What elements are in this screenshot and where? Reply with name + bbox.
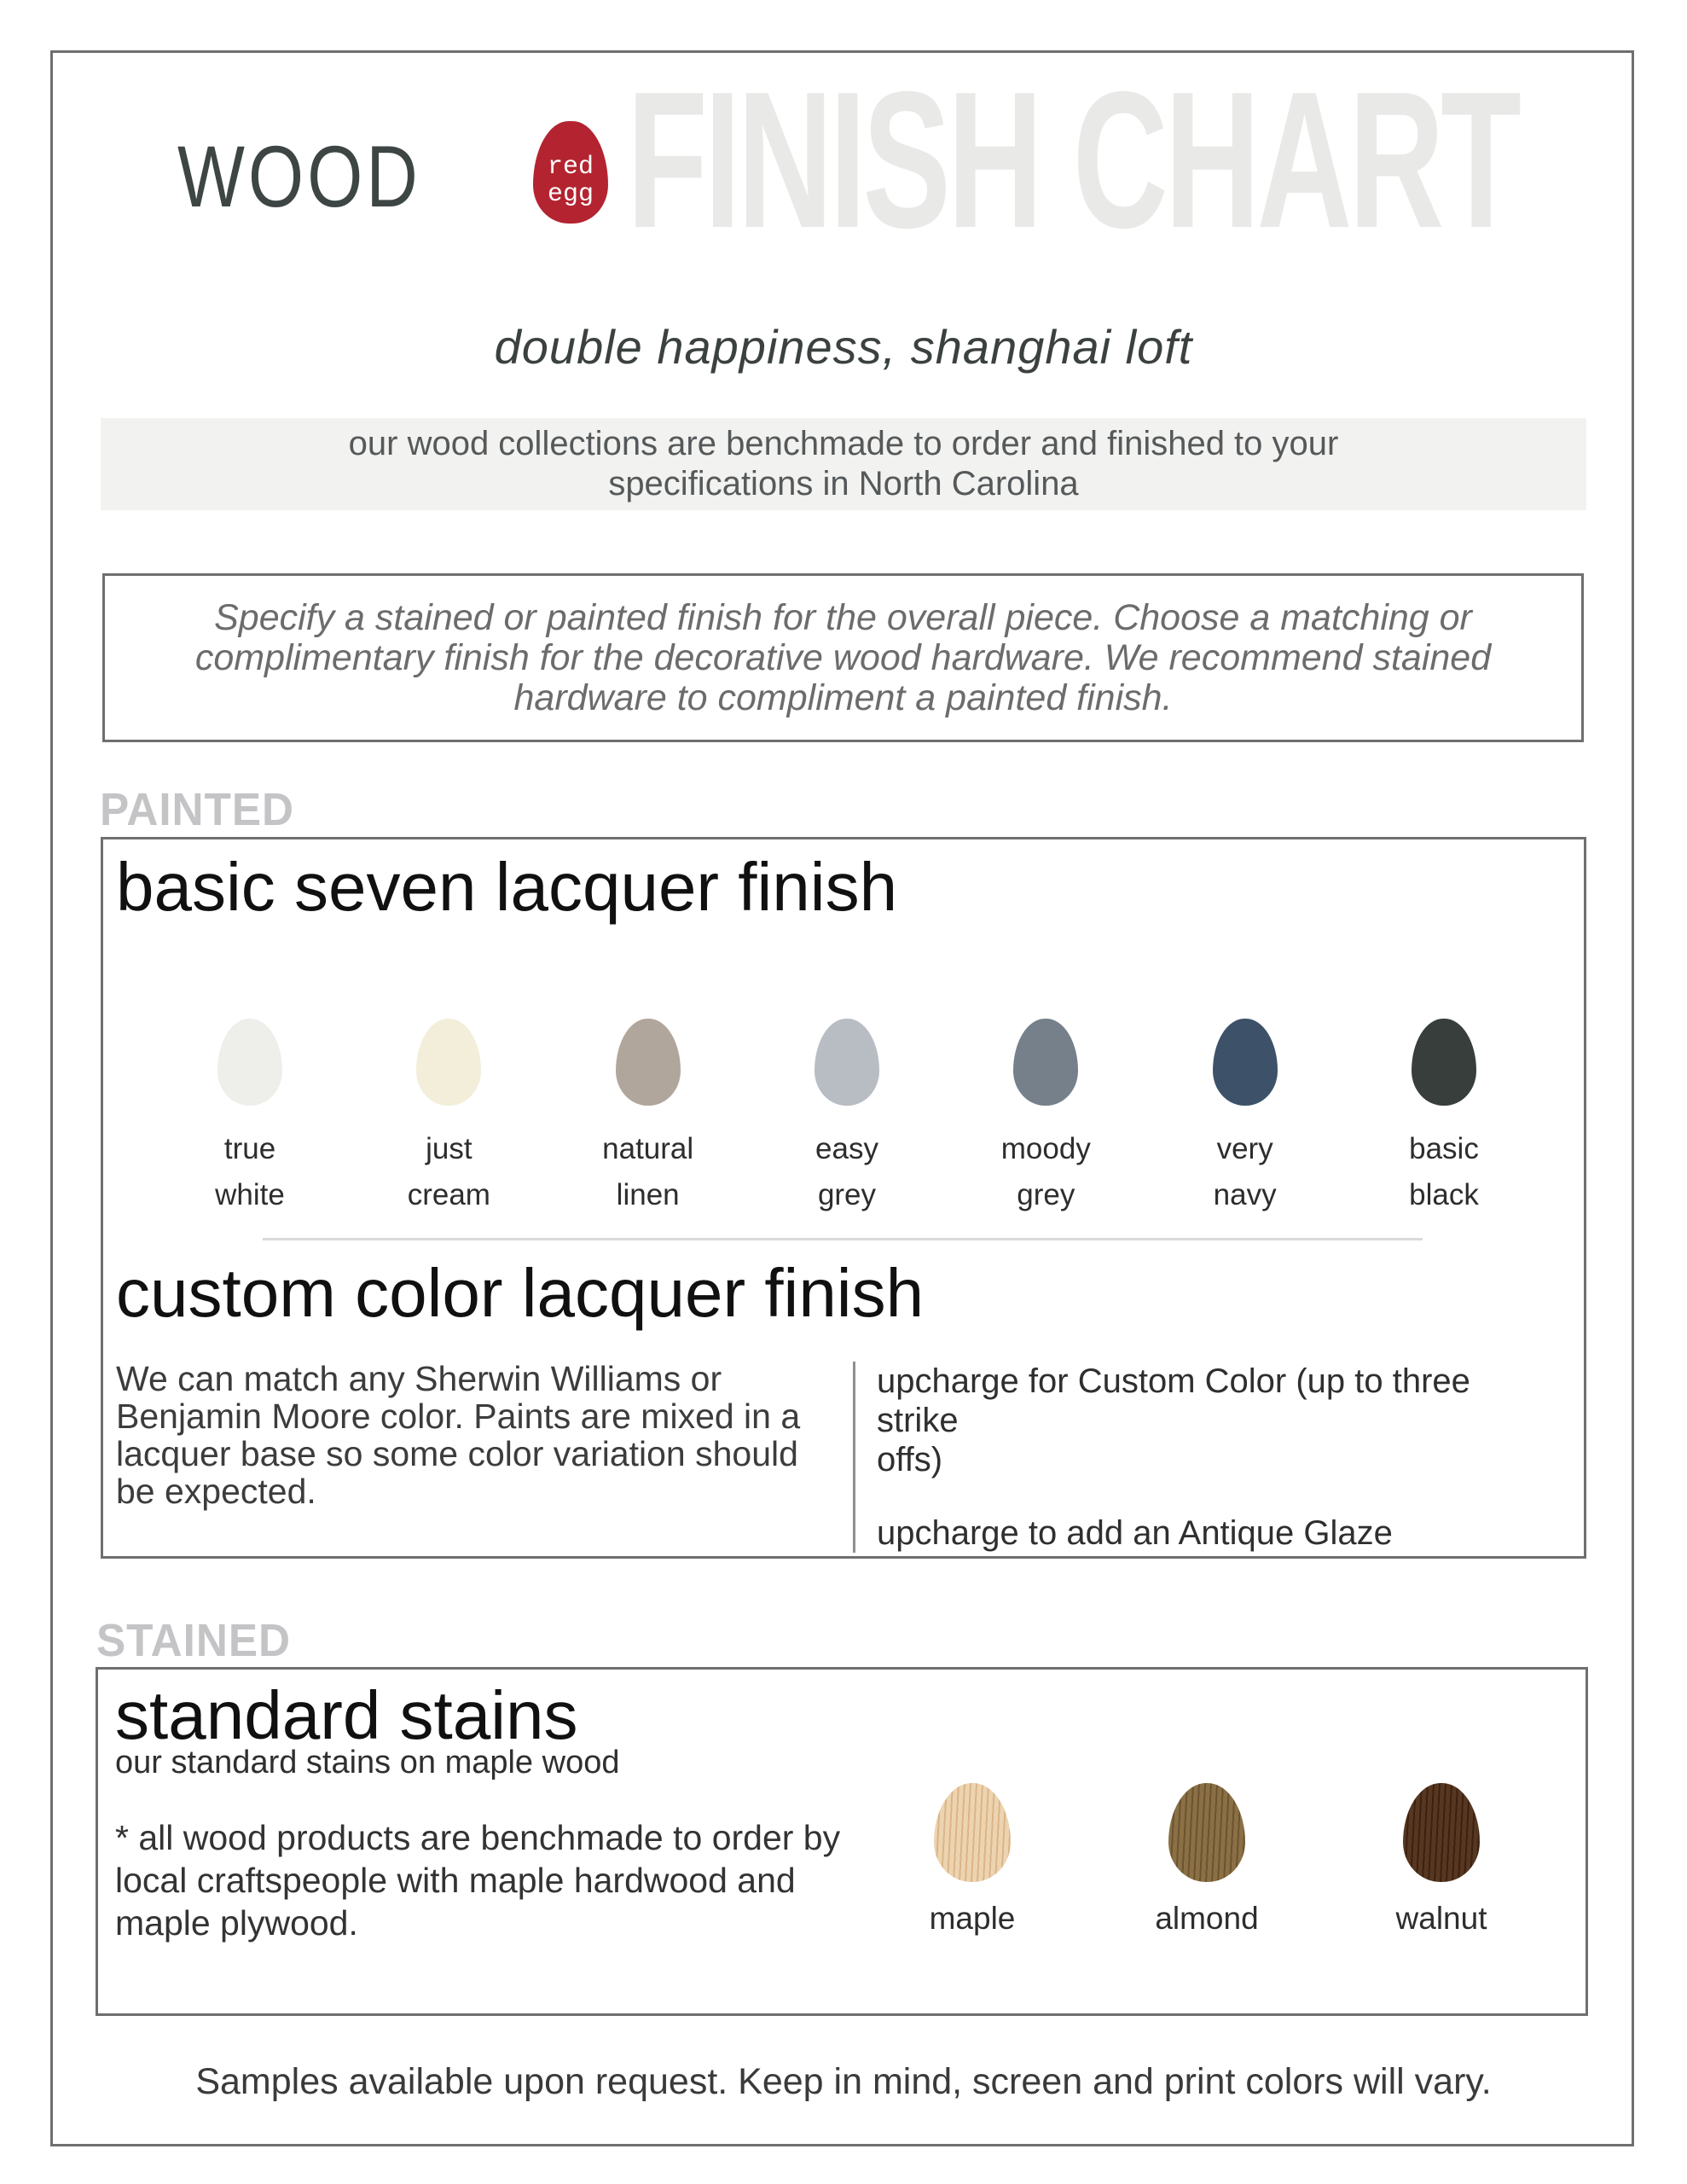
text-line: grey — [817, 1178, 877, 1211]
basic-seven-heading: basic seven lacquer finish — [116, 849, 898, 925]
stain-swatch-maple — [883, 1783, 1062, 1937]
text-line: We can match any Sherwin Williams or — [116, 1359, 722, 1398]
walnut-egg-icon — [1403, 1783, 1480, 1882]
text-line: black — [1409, 1178, 1479, 1211]
paint-swatch-label — [1173, 1126, 1318, 1218]
easy-grey-egg-icon — [815, 1019, 879, 1106]
text-line: Specify a stained or painted finish for the overall piece. Choose a matching or — [214, 597, 1472, 638]
basic-black-egg-icon — [1412, 1019, 1476, 1106]
paint-swatch-label — [376, 1126, 521, 1218]
stained-section-box — [96, 1667, 1588, 2016]
logo-text-red: red — [547, 153, 594, 182]
true-white-egg-icon — [217, 1019, 282, 1106]
text-line: be expected. — [116, 1472, 316, 1511]
text-line: grey — [1017, 1178, 1075, 1211]
text-line: local craftspeople with maple hardwood and — [115, 1861, 796, 1900]
paint-swatch-easy-grey — [774, 1019, 919, 1218]
text-line: maple plywood. — [115, 1903, 358, 1943]
text-line: upcharge for Custom Color (up to three strike — [877, 1362, 1470, 1439]
maple-egg-icon — [934, 1783, 1011, 1882]
stain-swatch-label: walnut — [1395, 1901, 1487, 1936]
paint-swatch-basic-black — [1371, 1019, 1516, 1218]
text-line: easy — [815, 1132, 878, 1165]
paint-swatch-moody-grey — [973, 1019, 1118, 1218]
text-line: complimentary finish for the decorative wood hardware. We recommend stained — [194, 637, 1492, 678]
page-title: FINISH CHART — [627, 52, 1518, 269]
moody-grey-egg-icon — [1013, 1019, 1078, 1106]
painted-section-box — [101, 837, 1586, 1559]
paint-swatch-row — [177, 1019, 1516, 1218]
paint-swatch-very-navy — [1173, 1019, 1318, 1218]
text-line: very — [1216, 1132, 1273, 1165]
stain-swatch-label: maple — [929, 1901, 1016, 1936]
text-line: navy — [1213, 1178, 1277, 1211]
text-line: upcharge to add an Antique Glaze — [877, 1514, 1393, 1552]
text-line: natural — [602, 1132, 694, 1165]
paint-swatch-natural-linen — [576, 1019, 721, 1218]
text-line: Benjamin Moore color. Paints are mixed in a — [116, 1397, 801, 1436]
wood-label: WOOD — [177, 128, 421, 225]
stain-swatch-walnut — [1352, 1783, 1531, 1937]
paint-swatch-label — [774, 1126, 919, 1218]
text-line: offs) — [877, 1441, 943, 1478]
paint-swatch-just-cream — [376, 1019, 521, 1218]
text-line: basic — [1409, 1132, 1479, 1165]
text-line: moody — [1000, 1132, 1091, 1165]
section-divider — [263, 1238, 1423, 1240]
standard-stains-heading: standard stains — [115, 1677, 578, 1753]
paint-swatch-label — [177, 1126, 322, 1218]
text-line: cream — [407, 1178, 490, 1211]
paint-swatch-label — [576, 1126, 721, 1218]
text-line: white — [215, 1178, 285, 1211]
text-line: true — [223, 1132, 276, 1165]
collection-subtitle: double happiness, shanghai loft — [494, 320, 1193, 374]
stains-subheading: our standard stains on maple wood — [115, 1745, 620, 1780]
very-navy-egg-icon — [1213, 1019, 1278, 1106]
paint-swatch-label — [1371, 1126, 1516, 1218]
instruction-box — [102, 573, 1584, 742]
stains-note — [115, 1816, 866, 1944]
text-line: linen — [616, 1178, 680, 1211]
intro-banner — [101, 418, 1586, 510]
paint-swatch-true-white — [177, 1019, 322, 1218]
section-label-painted: PAINTED — [100, 784, 295, 835]
text-line: specifications in North Carolina — [608, 465, 1079, 502]
almond-egg-icon — [1168, 1783, 1245, 1882]
custom-color-heading: custom color lacquer finish — [116, 1255, 925, 1331]
text-line: our wood collections are benchmade to order and finished to your — [348, 425, 1339, 462]
logo-text-egg: egg — [547, 180, 594, 209]
upcharge-custom-color-note — [877, 1362, 1559, 1479]
footer-note: Samples available upon request. Keep in mind, screen and print colors will vary. — [195, 2061, 1492, 2102]
just-cream-egg-icon — [416, 1019, 481, 1106]
section-label-stained: STAINED — [96, 1615, 292, 1666]
text-line: lacquer base so some color variation should — [116, 1434, 798, 1473]
paint-swatch-label — [973, 1126, 1118, 1218]
custom-color-notes — [853, 1362, 1559, 1553]
stain-swatch-label: almond — [1155, 1901, 1259, 1936]
text-line: * all wood products are benchmade to order by — [115, 1818, 841, 1857]
stain-swatch-almond — [1117, 1783, 1296, 1937]
custom-color-description — [116, 1360, 867, 1510]
text-line: just — [426, 1132, 472, 1165]
stain-swatch-row — [883, 1783, 1531, 1937]
upcharge-antique-glaze-note — [877, 1513, 1559, 1553]
natural-linen-egg-icon — [616, 1019, 681, 1106]
text-line: hardware to compliment a painted finish. — [513, 677, 1173, 718]
